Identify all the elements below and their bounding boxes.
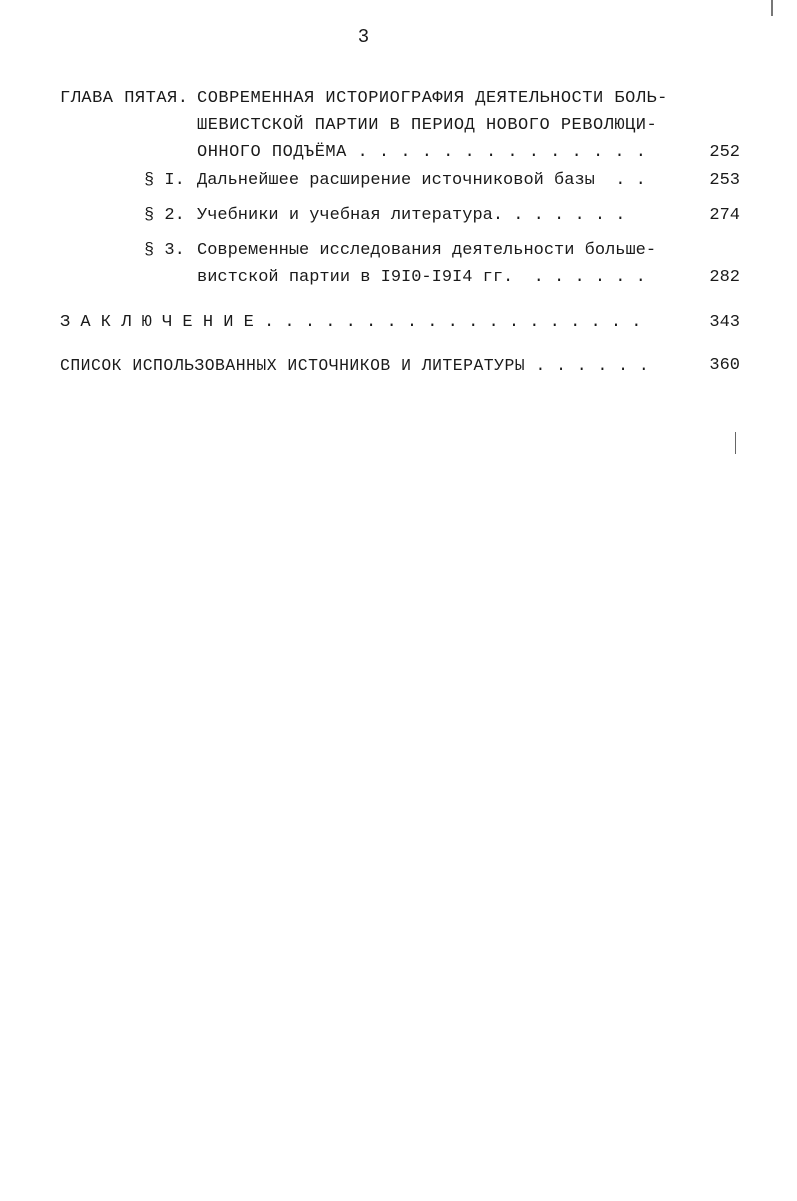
section-title: Дальнейшее расширение источниковой базы . . [197,171,646,190]
section-number: § 3. [144,241,185,260]
section-number: § 2. [144,206,185,225]
conclusion-heading: З А К Л Ю Ч Е Н И Е . . . . . . . . . . . . . . . . . . . [60,313,642,332]
section-page-number: 274 [709,206,740,225]
section-page-number: 282 [709,268,740,287]
chapter-title-line: ОННОГО ПОДЪЁМА . . . . . . . . . . . . . . [197,143,647,162]
margin-mark [735,432,736,454]
section-title: Современные исследования деятельности больше- [197,241,657,260]
section-number: § I. [144,171,185,190]
page-number: 3 [357,26,370,48]
chapter-label: ГЛАВА ПЯТАЯ. [60,89,189,108]
conclusion-page-number: 343 [709,313,740,332]
scan-mark [771,0,773,16]
chapter-page-number: 252 [709,143,740,162]
section-title: Учебники и учебная литература. . . . . . . [197,206,626,225]
section-page-number: 253 [709,171,740,190]
chapter-title-line: ШЕВИСТСКОЙ ПАРТИИ В ПЕРИОД НОВОГО РЕВОЛЮЦИ- [197,116,658,135]
chapter-title-line: СОВРЕМЕННАЯ ИСТОРИОГРАФИЯ ДЕЯТЕЛЬНОСТИ БОЛЬ- [197,89,668,108]
section-title: вистской партии в I9I0-I9I4 гг. . . . . . . [197,268,646,287]
bibliography-page-number: 360 [709,356,740,375]
bibliography-heading: СПИСОК ИСПОЛЬЗОВАННЫХ ИСТОЧНИКОВ И ЛИТЕРАТУРЫ . . . . . . [60,356,650,375]
